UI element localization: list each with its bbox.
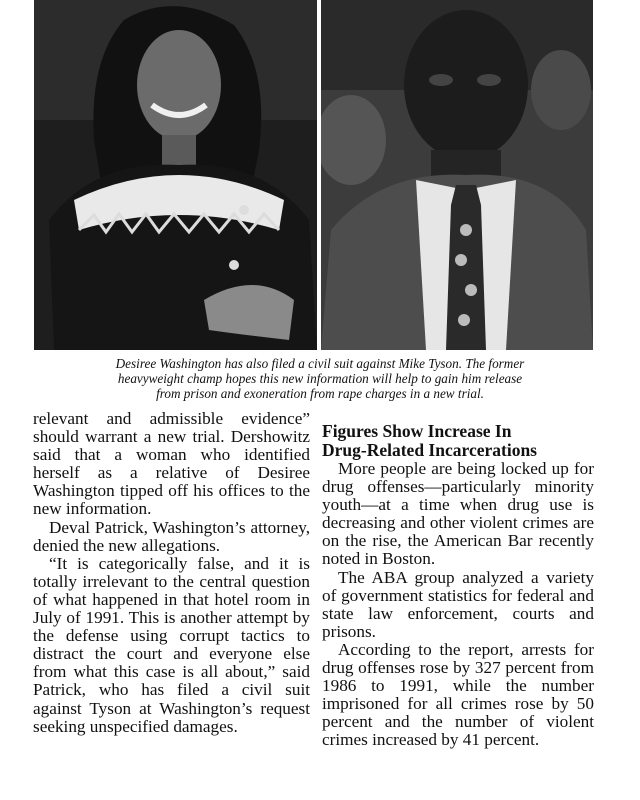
article-headline	[322, 422, 594, 460]
left-paragraph-3: “It is categorically false, and it is totally irrelevant to the central question of what happened in that hotel room in July of 1991. This is another attempt by the defense using corrupt tactics to distract the court and everyone else from what this case is all about,” said Patrick, who has filed a civil suit against Tyson at Washington’s request seeking unspecified damages.	[33, 553, 310, 736]
photo-caption	[30, 356, 610, 401]
man-portrait-photo-icon	[321, 0, 593, 350]
right-paragraph-1: More people are being locked up for drug offenses—particularly minority youth—at a time when drug use is decreasing and other violent crimes are on the rise, the American Bar recently noted in Boston.	[322, 459, 594, 569]
right-paragraph-3: According to the report, arrests for drug offenses rose by 327 percent from 1986 to 1991, while the number imprisoned for all crimes rose by 50 percent and the number of violent crimes increased by 41 percent.	[322, 639, 594, 750]
left-paragraph-1: relevant and admissible evidence” should warrant a new trial. Dershowitz said that a woman who identified herself as a relative of Desiree Washington tipped off his offices to the new information.	[33, 409, 310, 519]
right-paragraph-2: The ABA group analyzed a variety of government statistics for federal and state law enforcement, courts and prisons.	[322, 567, 594, 641]
caption-line-1: Desiree Washington has also filed a civil suit against Mike Tyson. The former	[115, 356, 525, 371]
headline-line-2: Drug-Related Incarcerations	[322, 440, 537, 460]
article-right-column	[322, 410, 594, 750]
photo-mike-tyson	[321, 0, 593, 350]
woman-portrait-photo-icon	[34, 0, 317, 350]
article-left-column	[33, 410, 310, 736]
left-paragraph-2: Deval Patrick, Washington’s attorney, denied the new allegations.	[33, 517, 310, 555]
caption-line-2: heavyweight champ hopes this new information will help to gain him release	[117, 371, 523, 386]
headline-line-1: Figures Show Increase In	[322, 421, 512, 441]
caption-line-3: from prison and exoneration from rape charges in a new trial.	[156, 386, 484, 401]
photo-desiree-washington	[34, 0, 317, 350]
